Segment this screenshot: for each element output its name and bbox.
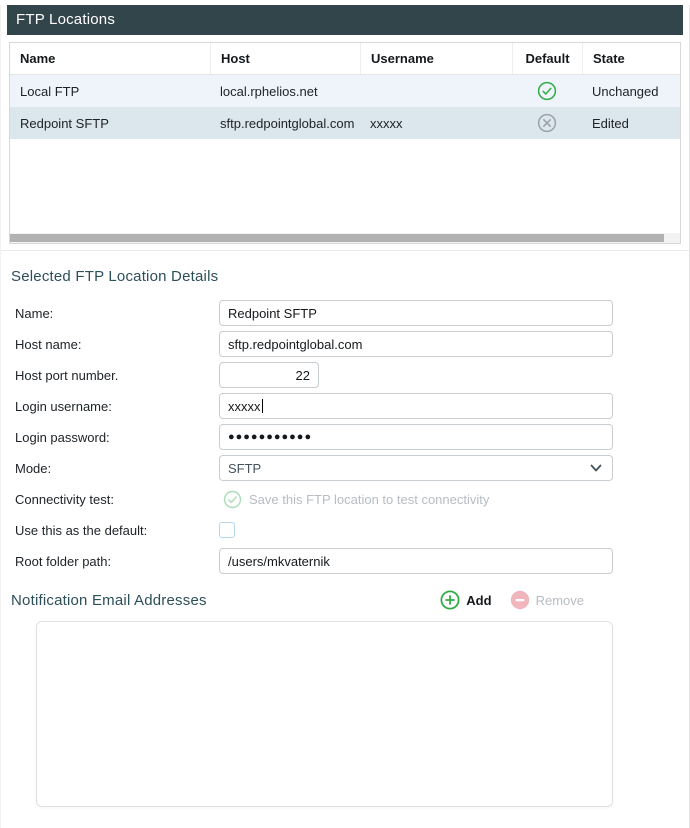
check-circle-disabled-icon: [223, 490, 242, 509]
column-header-host[interactable]: Host: [210, 43, 360, 74]
column-header-state[interactable]: State: [582, 43, 680, 74]
login-password-input[interactable]: [219, 424, 613, 450]
notification-emails-header: [1, 589, 689, 611]
root-folder-input[interactable]: [219, 548, 613, 574]
column-header-username[interactable]: Username: [360, 43, 512, 74]
cell-username: [360, 75, 512, 107]
table-horizontal-scrollbar-thumb[interactable]: [10, 234, 664, 242]
chevron-down-icon: [588, 460, 604, 476]
cell-default: [512, 75, 582, 107]
check-circle-icon: [537, 81, 557, 101]
ftp-locations-table: [9, 42, 681, 244]
mode-selected-value: SFTP: [228, 460, 262, 476]
use-default-checkbox[interactable]: [219, 522, 235, 538]
cell-username: xxxxx: [370, 115, 403, 131]
host-port-label: Host port number.: [15, 367, 119, 383]
name-label: Name:: [15, 305, 54, 321]
root-folder-label: Root folder path:: [15, 553, 112, 569]
cell-state: Unchanged: [592, 83, 659, 99]
login-username-label: Login username:: [15, 398, 112, 414]
column-header-default[interactable]: Default: [512, 43, 582, 74]
cell-host: sftp.redpointglobal.com: [220, 115, 355, 131]
table-row[interactable]: [10, 75, 680, 107]
table-horizontal-scrollbar-track[interactable]: [10, 233, 680, 243]
text-cursor: [262, 399, 263, 413]
cell-name: Local FTP: [20, 83, 80, 99]
minus-circle-icon: [510, 590, 530, 610]
cell-default: [512, 107, 582, 139]
host-port-input[interactable]: [219, 362, 319, 388]
mode-select[interactable]: [219, 455, 613, 481]
connectivity-test-label: Connectivity test:: [15, 491, 114, 507]
column-header-name[interactable]: Name: [20, 51, 56, 66]
panel-title: FTP Locations: [7, 5, 683, 35]
remove-button-label: Remove: [535, 592, 584, 608]
login-username-value: xxxxx: [228, 398, 261, 414]
table-header-row: [10, 43, 680, 75]
details-section-heading: Selected FTP Location Details: [11, 268, 219, 285]
add-button-label: Add: [466, 592, 492, 608]
ftp-locations-panel: [0, 5, 690, 828]
cell-name: Redpoint SFTP: [20, 115, 109, 131]
plus-circle-icon: [440, 590, 460, 610]
selected-ftp-details-section: [1, 251, 689, 574]
host-name-input[interactable]: [219, 331, 613, 357]
remove-email-button[interactable]: [510, 590, 584, 610]
connectivity-test-message: Save this FTP location to test connectivity: [249, 491, 490, 507]
host-name-label: Host name:: [15, 336, 82, 352]
notification-emails-list[interactable]: [36, 621, 613, 807]
login-password-label: Login password:: [15, 429, 110, 445]
cell-host: local.rphelios.net: [220, 83, 318, 99]
login-username-input[interactable]: [219, 393, 613, 419]
notification-emails-heading: Notification Email Addresses: [11, 591, 207, 609]
name-input[interactable]: [219, 300, 613, 326]
mode-label: Mode:: [15, 460, 52, 476]
add-email-button[interactable]: [440, 590, 491, 610]
use-default-label: Use this as the default:: [15, 522, 148, 538]
table-row[interactable]: [10, 107, 680, 139]
cell-state: Edited: [592, 115, 629, 131]
cross-circle-icon: [537, 113, 557, 133]
